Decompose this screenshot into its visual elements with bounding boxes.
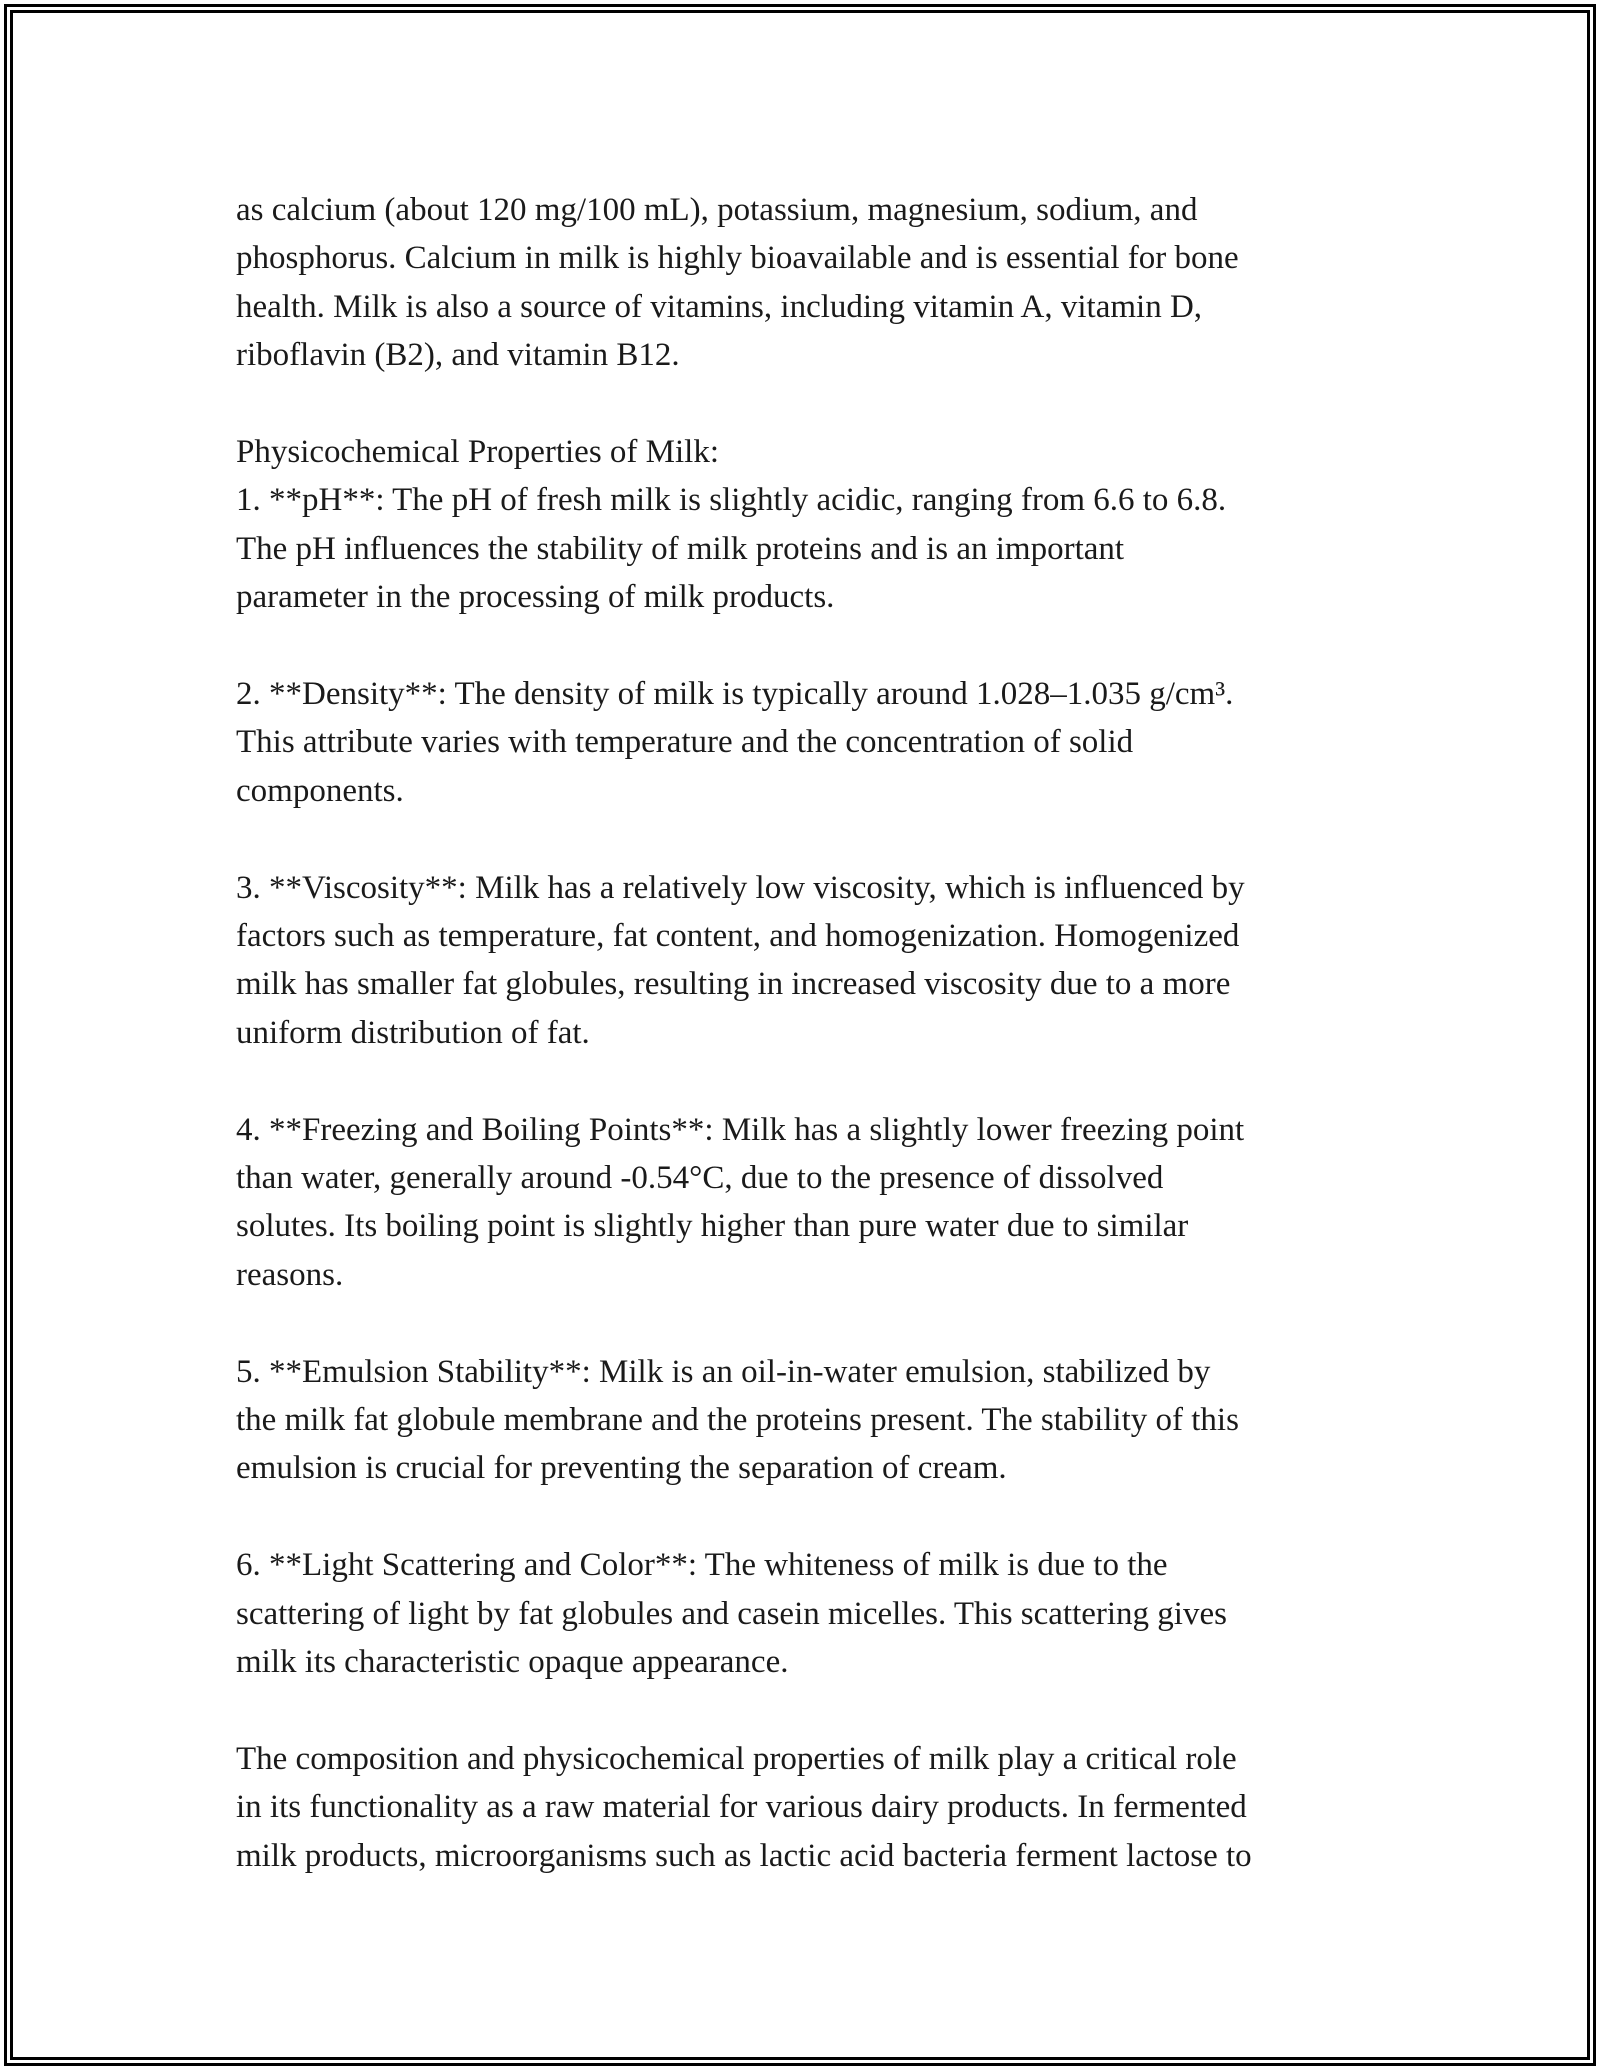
paragraph-light-scattering: 6. **Light Scattering and Color**: The whiteness of milk is due to the scattering of light by fat globules and casein micelles. This scattering gives milk its characteristic opaque appearance. — [236, 1547, 1227, 1681]
paragraph-emulsion-stability: 5. **Emulsion Stability**: Milk is an oil-in-water emulsion, stabilized by the milk fat globule membrane and the proteins present. The stability of this emulsion is crucial for preventing the separation of cream. — [236, 1353, 1239, 1487]
paragraph-freezing-boiling: 4. **Freezing and Boiling Points**: Milk has a slightly lower freezing point than water, generally around -0.54°C, due to the presence of dissolved solutes. Its boiling point is slightly higher than pure water due to similar reasons. — [236, 1111, 1245, 1293]
document-body — [236, 186, 1376, 1880]
paragraph-ph: Physicochemical Properties of Milk: 1. **pH**: The pH of fresh milk is slightly acidic, ranging from 6.6 to 6.8. The pH influences the stability of milk proteins and is an important parameter in the processing of milk products. — [236, 434, 1227, 616]
paragraph-density: 2. **Density**: The density of milk is typically around 1.028–1.035 g/cm³. This attribute varies with temperature and the concentration of solid components. — [236, 676, 1234, 809]
paragraph-minerals-vitamins: as calcium (about 120 mg/100 mL), potassium, magnesium, sodium, and phosphorus. Calcium in milk is highly bioavailable and is essential for bone health. Milk is also a source of vitamins, including vitamin A, vitamin D, riboflavin (B2), and vitamin B12. — [236, 192, 1239, 374]
paragraph-conclusion: The composition and physicochemical properties of milk play a critical role in its functionality as a raw material for various dairy products. In fermented milk products, microorganisms such as lactic acid bacteria ferment lactose to — [236, 1740, 1252, 1874]
paragraph-viscosity: 3. **Viscosity**: Milk has a relatively low viscosity, which is influenced by factors such as temperature, fat content, and homogenization. Homogenized milk has smaller fat globules, resulting in increased viscosity due to a more uniform distribution of fat. — [236, 869, 1245, 1051]
